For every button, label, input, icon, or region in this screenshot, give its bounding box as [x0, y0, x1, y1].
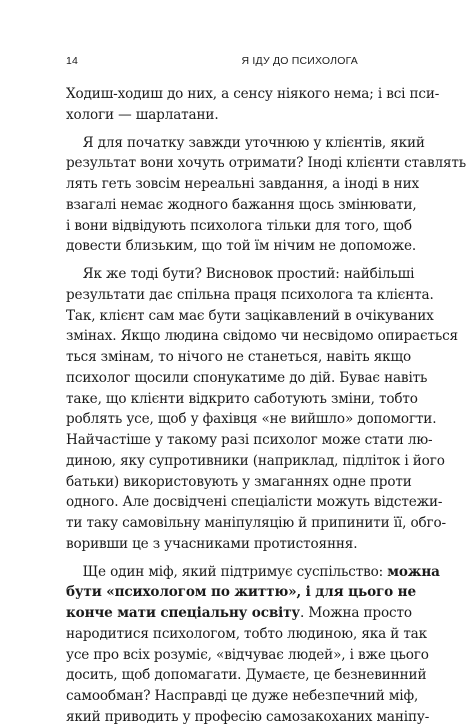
- text-line: [66, 451, 445, 472]
- paragraph: [66, 264, 458, 555]
- text-line: [66, 665, 427, 686]
- text-line: [66, 84, 440, 105]
- text-run: досить, щоб допомагати. Думаєте, це безневинний: [66, 667, 427, 684]
- text-line: [66, 472, 412, 493]
- text-line: [66, 430, 433, 451]
- text-line: [66, 645, 429, 666]
- text-line: [66, 409, 437, 430]
- text-run: батьки) використовують у змаганнях одне проти: [66, 473, 412, 490]
- text-run: ти таку самовільну маніпуляцію й припинити її, обго-: [66, 515, 446, 531]
- paragraph-gap: [66, 555, 356, 562]
- text-run: воривши це з учасниками протистояння.: [66, 535, 358, 552]
- running-head: [66, 55, 358, 67]
- body-text: [66, 84, 466, 728]
- paragraph-gap: [66, 257, 356, 264]
- text-run: хологи — шарлатани.: [66, 106, 219, 123]
- text-line: [66, 603, 412, 624]
- text-run: народитися психологом, тобто людиною, яка й так: [66, 625, 427, 642]
- bold-text: конче мати спеціальну освіту: [66, 605, 300, 621]
- text-line: [66, 133, 425, 154]
- text-line: [66, 513, 446, 534]
- text-run: змінах. Якщо людина свідомо чи несвідомо опирається: [66, 328, 458, 345]
- paragraph-gap: [66, 126, 356, 133]
- text-line: [66, 347, 412, 368]
- text-line: [66, 624, 427, 645]
- text-run: диною, яку супротивники (наприклад, підліток і його: [66, 452, 445, 469]
- text-run: усе про всіх розуміє, «відчуває людей», і вже цього: [66, 646, 429, 663]
- text-run: Ще один міф, який підтримує суспільство:: [66, 563, 388, 580]
- text-run: який приводить у професію самозакоханих маніпу-: [66, 708, 430, 725]
- text-run: результати дає спільна праця психолога та клієнта.: [66, 286, 434, 303]
- text-line: [66, 534, 356, 555]
- text-run: Найчастіше у такому разі психолог може стати лю-: [66, 432, 433, 448]
- text-run: . Можна просто: [299, 605, 412, 621]
- text-run: роблять усе, щоб у фахівця «не вийшло» допомогти.: [66, 411, 437, 428]
- text-run: Я для початку завжди уточнюю у клієнтів, який: [66, 134, 425, 151]
- text-run: лять геть зовсім нереальні завдання, а іноді в них: [66, 176, 419, 192]
- text-line: [66, 582, 416, 603]
- text-run: взагалі немає жодного бажання щось змінювати,: [66, 196, 417, 213]
- text-run: результат вони хочуть отримати? Іноді клієнти ставлять: [66, 155, 466, 172]
- paragraph: [66, 133, 466, 258]
- text-line: [66, 562, 440, 583]
- paragraph: [66, 562, 440, 728]
- text-line: [66, 285, 434, 306]
- text-line: [66, 153, 466, 174]
- text-run: самообман? Насправді це дуже небезпечний міф,: [66, 688, 419, 704]
- running-title: Я ІДУ ДО ПСИХОЛОГА: [241, 55, 358, 67]
- text-run: ться змінам, то нічого не станеться, навіть якщо: [66, 349, 412, 365]
- text-run: Як же тоді бути? Висновок простий: найбільші: [66, 266, 415, 282]
- text-run: одного. Але досвідчені спеціалісти можуть відстежи-: [66, 494, 443, 511]
- text-run: і вони відвідують психолога тільки для того, щоб: [66, 217, 412, 234]
- text-line: [66, 195, 417, 216]
- text-line: [66, 306, 434, 327]
- text-run: Так, клієнт сам має бути зацікавлений в очікуваних: [66, 307, 434, 324]
- text-line: [66, 264, 415, 285]
- text-run: таке, що клієнти відкрито саботують зміни, тобто: [66, 390, 418, 407]
- page-number: 14: [66, 55, 79, 67]
- text-line: [66, 707, 430, 728]
- text-line: [66, 368, 428, 389]
- text-line: [66, 236, 417, 257]
- bold-text: бути «психологом по життю», і для цього не: [66, 584, 416, 601]
- text-line: [66, 389, 418, 410]
- text-line: [66, 174, 419, 195]
- text-run: Ходиш-ходиш до них, а сенсу ніякого нема; і всі пси-: [66, 86, 440, 102]
- text-line: [66, 216, 412, 237]
- text-run: довести близьким, що той їм нічим не допоможе.: [66, 238, 417, 255]
- text-line: [66, 326, 458, 347]
- paragraph: [66, 84, 440, 126]
- text-line: [66, 492, 443, 513]
- text-run: психолог щосили спонукатиме до дій. Буває навіть: [66, 369, 428, 386]
- text-line: [66, 686, 419, 707]
- bold-text: можна: [387, 563, 440, 580]
- text-line: [66, 105, 356, 126]
